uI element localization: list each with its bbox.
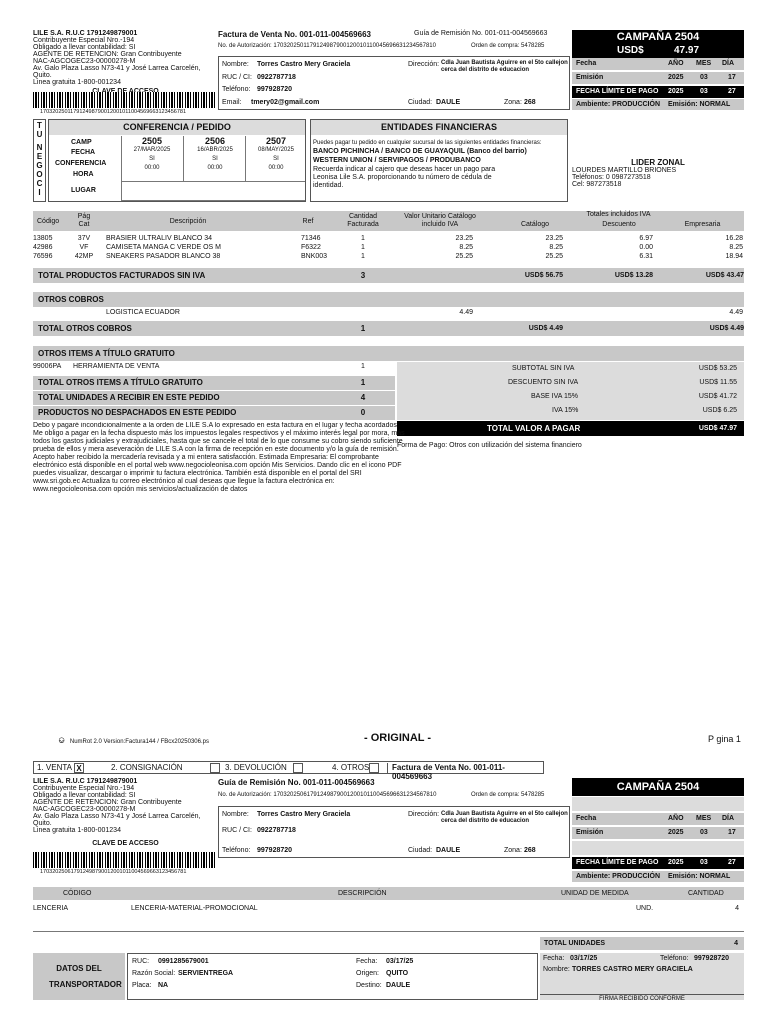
emision-dia: 17 <box>728 74 736 81</box>
conf-value: SI <box>273 156 279 162</box>
zona-label: Zona: <box>504 99 522 106</box>
hora-value: 00:00 <box>207 165 223 171</box>
summary-box <box>397 362 744 420</box>
currency: USD$ <box>617 45 644 56</box>
row-descuento: 6.97 <box>639 235 653 242</box>
barcode-number-2: 170320250617912498790012001011004569663123456781 <box>40 869 187 875</box>
otros-total-catalogo: USD$ 4.49 <box>528 325 563 332</box>
recibir-label: TOTAL UNIDADES A RECIBIR EN ESTE PEDIDO <box>38 393 220 402</box>
fecha-label: Fecha <box>576 815 597 822</box>
clave-label: CLAVE DE ACCESO <box>92 840 159 847</box>
vertical-letter: O <box>36 170 43 179</box>
transport-origen: QUITO <box>386 970 409 977</box>
emision-label: Emisión <box>576 74 604 81</box>
gratuito-item-cantidad: 1 <box>361 363 365 370</box>
opt-otros-checkbox[interactable] <box>369 763 379 773</box>
company-block <box>33 30 218 95</box>
transport-origen-label: Origen: <box>356 970 379 977</box>
iva-label: IVA 15% <box>552 407 579 414</box>
client-ciudad: DAULE <box>436 99 461 106</box>
row-descripcion: SNEAKERS PASADOR BLANCO 38 <box>106 253 221 260</box>
limite-dia: 27 <box>728 859 736 866</box>
emision-tipo: Emisión: NORMAL <box>668 873 731 880</box>
guia-client-box <box>218 806 570 858</box>
campaign-title: CAMPAÑA 2504 <box>572 30 744 44</box>
client-name: Torres Castro Mery Graciela <box>257 811 351 818</box>
recibir-cantidad: 4 <box>360 393 366 402</box>
lider-zonal <box>572 158 744 188</box>
guia-row <box>33 905 744 915</box>
gratuito-total-label: TOTAL OTROS ITEMS A TÍTULO GRATUITO <box>38 378 203 387</box>
lugar-label: LUGAR <box>71 187 96 194</box>
conferencia-label: CONFERENCIA <box>55 160 107 167</box>
otros-item-empresaria: 4.49 <box>729 309 743 316</box>
header-descripcion: Descripción <box>169 218 207 225</box>
transport-razon: SERVIENTREGA <box>178 970 234 977</box>
otros-item-unit: 4.49 <box>459 309 473 316</box>
header-cantidad: Cantidad Facturada <box>347 213 379 228</box>
ambiente-row <box>572 99 744 110</box>
total-pagar-label: TOTAL VALOR A PAGAR <box>487 424 581 433</box>
header-catalogo: Catálogo <box>520 221 550 228</box>
company-line: AGENTE DE RETENCION: Gran Contribuyente <box>33 799 182 806</box>
client-zona: 268 <box>524 99 536 106</box>
otros-item: LOGISTICA ECUADOR <box>106 309 180 316</box>
limite-mes: 03 <box>700 859 708 866</box>
dia-label: DÍA <box>722 815 735 822</box>
ano-label: AÑO <box>668 815 684 822</box>
otros-total-cantidad: 1 <box>360 324 366 333</box>
fecha-value: 08/MAY/2025 <box>258 147 294 153</box>
company-line: Contribuyente Especial Nro.-194 <box>33 785 135 792</box>
row-ref: 71346 <box>301 235 321 242</box>
emision-dia: 17 <box>728 829 736 836</box>
guia-header-codigo: CÓDIGO <box>63 890 92 897</box>
row-codigo: 13805 <box>33 235 53 242</box>
gratuito-title: OTROS ITEMS A TÍTULO GRATUITO <box>38 349 175 358</box>
iva-value: USD$ 6.25 <box>702 407 737 414</box>
client-zona: 268 <box>524 847 536 854</box>
opt-consignacion-checkbox[interactable] <box>210 763 220 773</box>
firma-label: FIRMA RECIBIDO CONFORME <box>540 994 744 1002</box>
client-ruc: 0922787718 <box>257 74 296 81</box>
limite-label: FECHA LÍMITE DE PAGO <box>576 859 659 866</box>
subtotal-value: USD$ 53.25 <box>698 365 737 372</box>
gratuito-total-row <box>33 376 395 390</box>
limite-dia: 27 <box>728 88 736 95</box>
guia-factura-ref: Factura de Venta No. 001-011-004569663 <box>387 763 543 774</box>
row-cantidad: 1 <box>361 244 365 251</box>
client-ruc: 0922787718 <box>257 827 296 834</box>
row-pag: 42MP <box>74 253 94 260</box>
company-line: AGENTE DE RETENCION: Gran Contribuyente <box>33 51 182 58</box>
ano-label: AÑO <box>668 60 684 67</box>
page-number: P gina 1 <box>708 734 741 744</box>
transport-razon-label: Razón Social: <box>132 970 176 977</box>
nombre-label: Nombre: <box>222 811 249 818</box>
direccion-label: Dirección: <box>408 61 440 68</box>
invoice-title: Factura de Venta No. 001-011-004569663 <box>218 30 371 39</box>
table-row <box>33 243 744 252</box>
row-codigo: 76596 <box>33 253 53 260</box>
transport-ruc: 0991285679001 <box>158 958 209 965</box>
opt-devolucion-checkbox[interactable] <box>293 763 303 773</box>
products-total-empresaria: USD$ 43.47 <box>705 272 744 279</box>
camp-label: CAMP <box>71 139 92 146</box>
products-total-cantidad: 3 <box>360 271 366 280</box>
guia-item-desc: LENCERIA-MATERIAL-PROMOCIONAL <box>131 905 258 912</box>
mes-label: MES <box>696 815 712 822</box>
lider-title: LIDER ZONAL <box>631 158 685 167</box>
emision-ano: 2025 <box>668 74 684 81</box>
descuento-value: USD$ 11.55 <box>699 379 737 386</box>
company-line: NAC-AGCOGEC23-00000278-M <box>33 58 136 65</box>
gratuito-total-cantidad: 1 <box>360 378 366 387</box>
row-catalogo: 8.25 <box>549 244 563 251</box>
fecha-value: 16/ABR/2025 <box>197 147 233 153</box>
row-valor-unitario: 8.25 <box>459 244 473 251</box>
subtotal-label: SUBTOTAL SIN IVA <box>512 365 575 372</box>
transport-placa-label: Placa: <box>132 982 152 989</box>
nodesp-cantidad: 0 <box>360 408 366 417</box>
row-ref: F6322 <box>301 244 321 251</box>
campaign-amount: 47.97 <box>674 45 700 56</box>
email-label: Email: <box>222 99 242 106</box>
limite-row <box>572 86 744 98</box>
row-ref: BNK003 <box>301 253 328 260</box>
ciudad-label: Ciudad: <box>408 99 433 106</box>
conferencia-box <box>48 119 306 202</box>
barcode-number: 170320250117912498790012001011004569663123456781 <box>40 109 187 115</box>
company-name: LILE S.A. R.U.C 1791249879001 <box>33 778 138 785</box>
orden-compra: Orden de compra: 5478285 <box>471 43 545 49</box>
client-box <box>218 56 570 110</box>
company-line: Av. Galo Plaza Lasso N73-41 y José Larrea Carcelén, Quito. <box>33 813 201 827</box>
emision-mes: 03 <box>700 829 708 836</box>
receipt-box <box>540 953 744 1000</box>
guia-header-cantidad: CANTIDAD <box>688 890 724 897</box>
direccion-label: Dirección: <box>408 811 440 818</box>
mes-label: MES <box>696 60 712 67</box>
emision-ano: 2025 <box>668 829 684 836</box>
gratuito-item-code: 99006PA <box>33 363 62 370</box>
dia-label: DÍA <box>722 60 735 67</box>
transport-ruc-label: RUC: <box>132 958 150 965</box>
vertical-letter: E <box>36 152 43 161</box>
guia-total-label: TOTAL UNIDADES <box>544 940 606 947</box>
vertical-letter: G <box>36 161 43 170</box>
company-line: Obligado a llevar contabilidad: SI <box>33 792 136 799</box>
otros-header <box>33 292 744 307</box>
lider-telefono: Teléfonos: 0 0987273518 <box>572 174 651 181</box>
client-ciudad: DAULE <box>436 847 461 854</box>
guia-header-unidad: UNIDAD DE MEDIDA <box>561 890 629 897</box>
row-pag: 37V <box>77 235 91 242</box>
products-header <box>33 211 744 231</box>
products-total-row <box>33 268 744 283</box>
hora-value: 00:00 <box>268 165 284 171</box>
emision-tipo: Emisión: NORMAL <box>668 101 731 108</box>
nombre-label: Nombre: <box>222 61 249 68</box>
company-block-2 <box>33 778 218 847</box>
guia-table-header <box>33 887 744 900</box>
entidades-box <box>310 119 568 202</box>
transport-box <box>127 953 538 1000</box>
guia-ref: Guía de Remisión No. 001-011-004569663 <box>414 30 548 37</box>
base-value: USD$ 41.72 <box>698 393 737 400</box>
header-totales: Totales incluidos IVA <box>586 211 651 218</box>
footer-version <box>58 735 209 746</box>
emision-row-2 <box>572 827 744 839</box>
company-name: LILE S.A. R.U.C 1791249879001 <box>33 30 138 37</box>
version-text: NumRot 2.0 Version:Factura144 / FBcx20250306.ps <box>69 739 209 745</box>
opt-consignacion-label: 2. CONSIGNACIÓN <box>111 763 183 772</box>
client-direccion: Cdla Juan Bautista Aguirre en el 5to callejon cerca del distrito de educacion <box>441 60 568 73</box>
gratuito-item-desc: HERRAMIENTA DE VENTA <box>73 363 160 370</box>
limite-mes: 03 <box>700 88 708 95</box>
nodesp-label: PRODUCTOS NO DESPACHADOS EN ESTE PEDIDO <box>38 408 237 417</box>
company-line: NAC-AGCOGEC23-00000278-M <box>33 806 136 813</box>
row-descripcion: CAMISETA MANGA C VERDE OS M <box>106 244 222 251</box>
header-descuento: Descuento <box>602 221 636 228</box>
fecha-header-2 <box>572 813 744 825</box>
row-descuento: 6.31 <box>639 253 653 260</box>
zona-label: Zona: <box>504 847 522 854</box>
recibir-row <box>33 391 395 405</box>
base-label: BASE IVA 15% <box>531 393 578 400</box>
camp-value: 2506 <box>204 136 226 146</box>
otros-title: OTROS COBROS <box>38 295 104 304</box>
client-telefono: 997928720 <box>257 86 293 93</box>
transport-destino: DAULE <box>386 982 411 989</box>
client-telefono: 997928720 <box>257 847 293 854</box>
opt-devolucion-label: 3. DEVOLUCIÓN <box>225 763 287 772</box>
conf-value: SI <box>149 156 155 162</box>
bank-line-1: BANCO PICHINCHA / BANCO DE GUAYAQUIL (Banco del barrio) <box>313 148 527 155</box>
company-line: Av. Galo Plaza Lasso N73-41 y José Larrea Carcelén, Quito. <box>33 65 201 79</box>
limite-ano: 2025 <box>668 88 684 95</box>
forma-pago: Forma de Pago: Otros con utilización del sistema financiero <box>397 442 582 449</box>
limite-ano: 2025 <box>668 859 684 866</box>
company-line: Linea gratuita 1-800-001234 <box>33 79 121 86</box>
lider-name: LOURDES MARTILLO BRIONES <box>572 167 677 174</box>
otros-row <box>33 309 744 318</box>
receipt-tel: 997928720 <box>694 955 730 962</box>
vertical-letter: N <box>36 143 43 152</box>
products-total-descuento: USD$ 13.28 <box>614 272 653 279</box>
telefono-label: Teléfono: <box>222 847 251 854</box>
transport-destino-label: Destino: <box>356 982 382 989</box>
company-line: Obligado a llevar contabilidad: SI <box>33 44 136 51</box>
client-direccion: Cdla Juan Bautista Aguirre en el 5to callejon cerca del distrito de educacion <box>441 811 568 824</box>
guia-item-unidad: UND. <box>636 905 654 912</box>
conf-value: SI <box>212 156 218 162</box>
campaign-title-2: CAMPAÑA 2504 <box>572 778 744 796</box>
row-pag: VF <box>79 244 89 251</box>
transport-placa: NA <box>158 982 169 989</box>
otros-total-label: TOTAL OTROS COBROS <box>38 324 132 333</box>
guia-item-code: LENCERIA <box>33 905 69 912</box>
legal-text: Debo y pagaré incondicionalmente a la orden de LILE S.A lo expresado en esta factura en el lugar y fecha acordados. Me obligo a pagar en la fecha dispuesto más los impuestos legales respectivos y el máximo interés legal por mora, más todos los gastos judiciales y extrajudiciales, hasta que se cancele el total de lo que consume su cobro siendo suficiente prueba de ellos y mera aseveración de LILE S.A con la firma de recepción en este documento y/o la guía de remisión. Acepto haber recibido la mercadería revisada y a mi entera satisfacción. Estimada Empresaria: El comprobante electrónico está disponible en el portal web www.negocioleonisa.com opción Mis Servicios. Dando clic en el icono PDF puedes visualizar, descargar o imprimir tu factura electrónica. También está disponible en el portal del SRI www.sri.gob.ec Actualiza tu correo electrónico al cual deseas que llegue la factura electrónica en: www.negocioleonisa.com opción mis servicios/actualización de datos <box>33 422 405 493</box>
opt-otros-label: 4. OTROS <box>332 763 370 772</box>
transport-fecha: 03/17/25 <box>386 958 414 965</box>
gratuito-row <box>33 363 393 372</box>
row-empresaria: 18.94 <box>725 253 743 260</box>
receipt-nombre-label: Nombre: <box>543 966 570 973</box>
campaign-spacer-2 <box>572 841 744 855</box>
guia-title: Guía de Remisión No. 001-011-004569663 <box>218 778 375 787</box>
bank-line-2: WESTERN UNION / SERVIPAGOS / PRODUBANCO <box>313 157 481 164</box>
hora-value: 00:00 <box>144 165 160 171</box>
camp-value: 2507 <box>265 136 287 146</box>
autorizacion: No. de Autorización: 1703202501179124987900120010110045696631234567810 <box>218 43 436 49</box>
negocio-vertical <box>33 119 46 202</box>
ciudad-label: Ciudad: <box>408 847 433 854</box>
campaign-amount-row <box>572 44 744 58</box>
row-cantidad: 1 <box>361 235 365 242</box>
guia-orden: Orden de compra: 5478285 <box>471 792 545 798</box>
table-row <box>33 252 744 261</box>
row-descripcion: BRASIER ULTRALIV BLANCO 34 <box>106 235 213 242</box>
row-empresaria: 16.28 <box>725 235 743 242</box>
fecha-header <box>572 58 744 70</box>
original-label: - ORIGINAL - <box>364 732 432 744</box>
ambiente: Ambiente: PRODUCCIÓN <box>576 101 661 108</box>
barcode <box>33 92 215 108</box>
ambiente-row-2 <box>572 871 744 882</box>
camp-value: 2505 <box>141 136 163 146</box>
vertical-letter: C <box>36 179 43 188</box>
row-codigo: 42986 <box>33 244 53 251</box>
row-descuento: 0.00 <box>639 244 653 251</box>
opt-venta-checkbox[interactable]: X <box>74 763 84 773</box>
company-line: Linea gratuita 1-800-001234 <box>33 827 121 834</box>
entidades-note: Recuerda indicar al cajero que deseas hacer un pago para Leonisa Lile S.A. proporcionando tu número de cédula de identidad. <box>313 166 496 189</box>
descuento-label: DESCUENTO SIN IVA <box>508 379 579 386</box>
company-line: Contribuyente Especial Nro.-194 <box>33 37 135 44</box>
receipt-fecha-label: Fecha: <box>543 955 565 962</box>
ruc-label: RUC / CI: <box>222 827 252 834</box>
row-empresaria: 8.25 <box>729 244 743 251</box>
guia-total-value: 4 <box>734 940 738 947</box>
guia-item-cantidad: 4 <box>735 905 739 912</box>
otros-total-empresaria: USD$ 4.49 <box>709 325 744 332</box>
fecha-value: 27/MAR/2025 <box>133 147 171 153</box>
emision-label: Emisión <box>576 829 604 836</box>
guia-options <box>33 761 544 781</box>
receipt-fecha: 03/17/25 <box>570 955 598 962</box>
ruc-label: RUC / CI: <box>222 74 252 81</box>
total-pagar-value: USD$ 47.97 <box>698 425 737 432</box>
lider-celular: Cel: 987273518 <box>572 181 622 188</box>
row-catalogo: 23.25 <box>545 235 563 242</box>
vertical-letter: I <box>38 188 41 197</box>
row-valor-unitario: 25.25 <box>455 253 473 260</box>
entidades-title: ENTIDADES FINANCIERAS <box>311 120 567 135</box>
limite-label: FECHA LÍMITE DE PAGO <box>576 88 659 95</box>
header-empresaria: Empresaria <box>684 221 721 228</box>
gratuito-header <box>33 346 744 361</box>
fecha-label: FECHA <box>71 149 96 156</box>
client-email: tmery02@gmail.com <box>251 99 320 106</box>
product-rows <box>33 234 744 261</box>
products-total-catalogo: USD$ 56.75 <box>524 272 563 279</box>
guia-total-row <box>540 937 744 950</box>
telefono-label: Teléfono: <box>222 86 251 93</box>
products-total-label: TOTAL PRODUCTOS FACTURADOS SIN IVA <box>38 271 206 280</box>
row-catalogo: 25.25 <box>545 253 563 260</box>
table-row <box>33 234 744 243</box>
entidades-intro: Puedes pagar tu pedido en cualquier sucursal de las siguientes entidades financieras: <box>313 140 542 146</box>
guia-header-descripcion: DESCRIPCIÓN <box>338 890 387 897</box>
campaign-spacer <box>572 797 744 811</box>
emision-mes: 03 <box>700 74 708 81</box>
transport-fecha-label: Fecha: <box>356 958 378 965</box>
limite-row-2 <box>572 857 744 869</box>
vertical-letter: T <box>37 121 42 130</box>
header-codigo: Código <box>37 218 60 225</box>
header-valor-unitario: Valor Unitario Catálogo incluido IVA <box>404 213 476 228</box>
opt-venta-label: 1. VENTA <box>37 763 72 772</box>
fecha-label: Fecha <box>576 60 597 67</box>
row-valor-unitario: 23.25 <box>455 235 473 242</box>
conferencia-title: CONFERENCIA / PEDIDO <box>49 120 305 135</box>
client-name: Torres Castro Mery Graciela <box>257 61 351 68</box>
guia-table-bottom-line <box>33 931 744 932</box>
header-ref: Ref <box>302 218 314 225</box>
hora-label: HORA <box>73 171 94 178</box>
total-pagar-row <box>397 421 744 436</box>
row-cantidad: 1 <box>361 253 365 260</box>
header-pag: Pág Cat <box>77 213 91 228</box>
receipt-tel-label: Teléfono: <box>660 955 689 962</box>
printer-icon: ⎉ <box>58 735 66 745</box>
nodesp-row <box>33 406 395 420</box>
emision-row <box>572 72 744 84</box>
receipt-nombre: TORRES CASTRO MERY GRACIELA <box>572 966 693 973</box>
vertical-letter: U <box>36 130 43 139</box>
otros-total-row <box>33 321 744 336</box>
ambiente: Ambiente: PRODUCCIÓN <box>576 873 661 880</box>
barcode-2 <box>33 852 215 868</box>
transport-title: DATOS DEL TRANSPORTADOR <box>33 953 125 1000</box>
guia-autorizacion: No. de Autorización: 1703202506179124987900120010110045696631234567810 <box>218 792 437 798</box>
